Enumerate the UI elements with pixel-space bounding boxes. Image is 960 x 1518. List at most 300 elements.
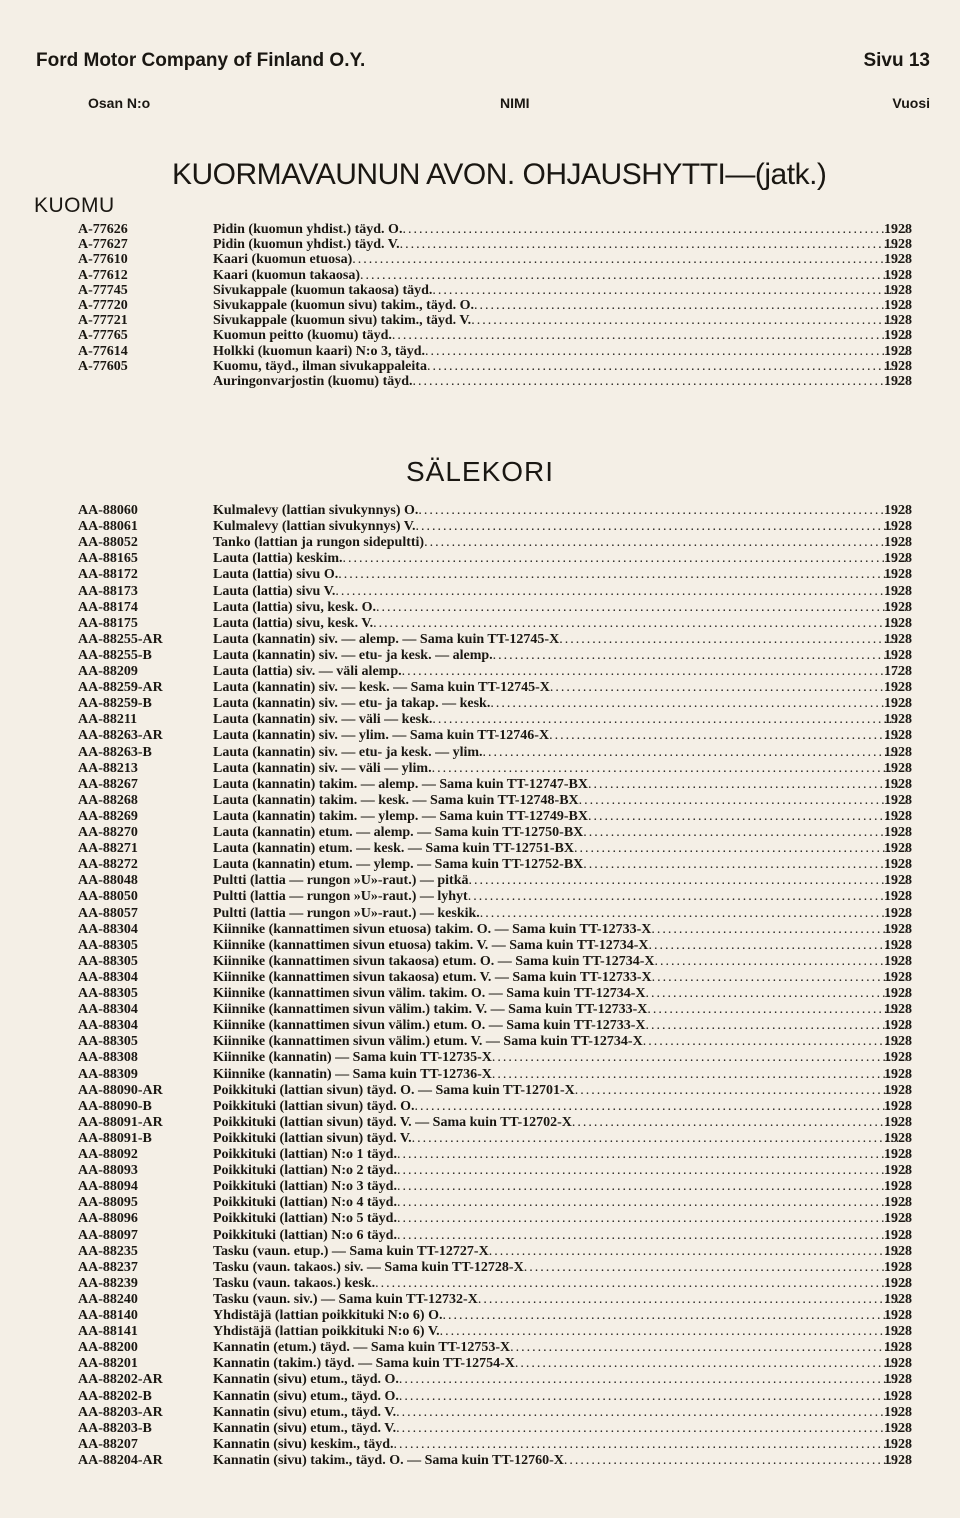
leader-dots	[343, 551, 907, 567]
list-item	[0, 328, 960, 344]
leader-dots	[468, 889, 906, 905]
description-cell	[213, 648, 906, 664]
leader-dots	[572, 1115, 906, 1131]
part-year: 1928	[884, 374, 912, 389]
part-year: 1928	[884, 222, 912, 237]
leader-dots	[583, 857, 906, 873]
page-title: KUORMAVAUNUN AVON. OHJAUSHYTTI—(jatk.)	[172, 158, 827, 191]
part-description: Lauta (lattia) sivu O.	[213, 567, 339, 583]
part-year: 1928	[884, 519, 912, 535]
part-year: 1928	[884, 1227, 912, 1243]
description-cell	[213, 1195, 906, 1211]
part-year: 1928	[884, 1356, 912, 1372]
part-description: Tasku (vaun. takaos.) siv. — Sama kuin TT-12728-X	[213, 1259, 524, 1275]
part-year: 1928	[884, 937, 912, 953]
list-item	[0, 1163, 960, 1179]
part-year: 1928	[884, 808, 912, 824]
part-description: Lauta (kannatin) siv. — väli — kesk.	[213, 712, 433, 728]
part-year: 1928	[884, 252, 912, 268]
part-year: 1928	[884, 282, 912, 298]
part-year: 1928	[884, 551, 912, 567]
part-number: A-77626	[78, 222, 128, 237]
leader-dots	[402, 664, 906, 680]
part-number: AA-88271	[78, 841, 138, 857]
part-description: Lauta (kannatin) siv. — ylim. — Sama kuin TT-12746-X	[213, 728, 550, 744]
part-year: 1928	[884, 615, 912, 631]
leader-dots	[399, 1389, 906, 1405]
part-year: 1928	[884, 631, 912, 647]
list-item	[0, 1195, 960, 1211]
leader-dots	[440, 1324, 906, 1340]
leader-dots	[647, 1002, 906, 1018]
description-cell	[213, 1083, 906, 1099]
leader-dots	[474, 298, 906, 314]
part-number: AA-88052	[78, 535, 138, 551]
part-description: Lauta (kannatin) siv. — etu- ja kesk. — ylim.	[213, 744, 483, 760]
part-year: 1928	[884, 696, 912, 712]
description-cell	[213, 344, 906, 360]
list-item	[0, 344, 960, 360]
part-year: 1928	[884, 889, 912, 905]
part-number: AA-88175	[78, 615, 138, 631]
part-year: 1928	[884, 503, 912, 518]
part-number: AA-88097	[78, 1227, 138, 1243]
description-cell	[213, 745, 906, 761]
part-number: AA-88267	[78, 776, 138, 792]
part-number: A-77612	[78, 267, 128, 283]
part-number: A-77605	[78, 358, 128, 374]
list-item	[0, 1228, 960, 1244]
part-year: 1928	[884, 1259, 912, 1275]
part-year: 1928	[884, 1308, 912, 1323]
description-cell	[213, 825, 906, 841]
part-number: AA-88209	[78, 664, 138, 679]
leader-dots	[397, 1195, 906, 1211]
leader-dots	[480, 906, 906, 922]
description-cell	[213, 1276, 906, 1292]
part-year: 1928	[884, 1324, 912, 1340]
part-description: Lauta (kannatin) siv. — etu- ja takap. — kesk.	[213, 696, 491, 712]
part-year: 1928	[884, 298, 912, 313]
part-description: Kulmalevy (lattian sivukynnys) O.	[213, 503, 419, 518]
list-item	[0, 222, 960, 238]
description-cell	[213, 793, 906, 809]
description-cell	[213, 1115, 906, 1131]
leader-dots	[583, 825, 906, 841]
leader-dots	[338, 567, 906, 583]
list-item	[0, 1002, 960, 1018]
leader-dots	[492, 1067, 906, 1083]
part-number: A-77627	[78, 237, 128, 253]
list-item	[0, 1018, 960, 1034]
description-cell	[213, 1034, 906, 1050]
part-year: 1928	[884, 744, 912, 760]
description-cell	[213, 1372, 906, 1388]
list-item	[0, 1405, 960, 1421]
list-item	[0, 1067, 960, 1083]
list-item	[0, 1372, 960, 1388]
list-item	[0, 313, 960, 329]
list-item	[0, 268, 960, 284]
part-number: AA-88308	[78, 1050, 138, 1066]
part-description: Kiinnike (kannattimen sivun välim.) etum. O. — Sama kuin TT-12733-X	[213, 1018, 646, 1034]
part-number: AA-88090-AR	[78, 1082, 163, 1098]
list-item	[0, 252, 960, 268]
leader-dots	[402, 222, 906, 238]
part-year: 1928	[884, 1340, 912, 1356]
part-description: Lauta (lattia) sivu V.	[213, 583, 336, 599]
leader-dots	[413, 374, 906, 390]
leader-dots	[564, 1453, 906, 1469]
list-item	[0, 1389, 960, 1405]
part-year: 1928	[884, 1195, 912, 1211]
leader-dots	[397, 1163, 906, 1179]
part-description: Tasku (vaun. takaos.) kesk.	[213, 1275, 376, 1291]
part-year: 1928	[884, 1436, 912, 1452]
list-item	[0, 519, 960, 535]
leader-dots	[397, 1211, 906, 1227]
part-year: 1928	[884, 328, 912, 344]
part-description: Lauta (kannatin) siv. — kesk. — Sama kuin TT-12745-X	[213, 680, 550, 696]
list-item	[0, 237, 960, 253]
part-description: Kiinnike (kannatin) — Sama kuin TT-12736-X	[213, 1066, 492, 1082]
description-cell	[213, 1437, 906, 1453]
description-cell	[213, 1228, 906, 1244]
description-cell	[213, 1179, 906, 1195]
part-year: 1928	[884, 1388, 912, 1404]
part-number: AA-88091-B	[78, 1130, 152, 1146]
description-cell	[213, 1260, 906, 1276]
part-number: AA-88305	[78, 953, 138, 969]
description-cell	[213, 551, 906, 567]
leader-dots	[490, 696, 906, 712]
leader-dots	[478, 1292, 906, 1308]
list-item	[0, 1421, 960, 1437]
list-item	[0, 1340, 960, 1356]
part-number: AA-88213	[78, 760, 138, 776]
description-cell	[213, 922, 906, 938]
list-item	[0, 1211, 960, 1227]
description-cell	[213, 696, 906, 712]
description-cell	[213, 712, 906, 728]
part-description: Sivukappale (kuomun sivu) takim., täyd. O.	[213, 298, 475, 313]
leader-dots	[652, 970, 906, 986]
part-number: AA-88057	[78, 905, 138, 921]
part-year: 1928	[884, 237, 912, 253]
list-item	[0, 1115, 960, 1131]
description-cell	[213, 519, 906, 535]
part-number: AA-88255-AR	[78, 631, 163, 647]
leader-dots	[432, 712, 906, 728]
part-year: 1928	[884, 760, 912, 776]
part-number: AA-88200	[78, 1340, 138, 1356]
part-description: Kiinnike (kannattimen sivun takaosa) etum. V. — Sama kuin TT-12733-X	[213, 969, 652, 985]
leader-dots	[646, 986, 906, 1002]
description-cell	[213, 535, 906, 551]
description-cell	[213, 503, 906, 519]
list-item	[0, 359, 960, 375]
part-number: AA-88204-AR	[78, 1452, 163, 1468]
part-number: AA-88094	[78, 1179, 138, 1195]
description-cell	[213, 873, 906, 889]
part-number: AA-88201	[78, 1356, 138, 1372]
part-number: AA-88202-B	[78, 1388, 152, 1404]
list-item	[0, 1083, 960, 1099]
part-description: Kannatin (sivu) etum., täyd. V.	[213, 1404, 397, 1420]
leader-dots	[424, 535, 906, 551]
col-part-no: Osan N:o	[88, 95, 151, 111]
list-item	[0, 825, 960, 841]
part-description: Pultti (lattia — rungon »U»-raut.) — keskik.	[213, 905, 480, 921]
list-item	[0, 777, 960, 793]
list-item	[0, 1244, 960, 1260]
description-cell	[213, 1308, 906, 1324]
part-number: AA-88272	[78, 857, 138, 873]
leader-dots	[649, 938, 906, 954]
description-cell	[213, 567, 906, 583]
leader-dots	[425, 344, 906, 360]
part-description: Poikkituki (lattian) N:o 3 täyd.	[213, 1179, 397, 1195]
part-number: AA-88091-AR	[78, 1114, 163, 1130]
list-item	[0, 1324, 960, 1340]
list-item	[0, 680, 960, 696]
column-headers	[88, 95, 930, 115]
part-year: 1928	[884, 1179, 912, 1195]
part-number: AA-88309	[78, 1066, 138, 1082]
part-year: 1928	[884, 841, 912, 857]
part-description: Kiinnike (kannattimen sivun välim.) etum. V. — Sama kuin TT-12734-X	[213, 1034, 643, 1050]
part-year: 1928	[884, 792, 912, 808]
part-year: 1928	[884, 1211, 912, 1227]
part-description: Lauta (kannatin) etum. — kesk. — Sama kuin TT-12751-BX	[213, 841, 574, 857]
part-description: Kannatin (etum.) täyd. — Sama kuin TT-12753-X	[213, 1340, 511, 1356]
part-description: Lauta (lattia) keskim.	[213, 551, 343, 567]
part-number: AA-88203-B	[78, 1420, 152, 1436]
part-description: Poikkituki (lattian sivun) täyd. O.	[213, 1098, 415, 1114]
part-description: Lauta (kannatin) takim. — kesk. — Sama kuin TT-12748-BX	[213, 792, 579, 808]
list-item	[0, 664, 960, 680]
part-description: Poikkituki (lattian) N:o 6 täyd.	[213, 1227, 397, 1243]
part-description: Kiinnike (kannattimen sivun välim. takim. O. — Sama kuin TT-12734-X	[213, 986, 646, 1001]
part-year: 1928	[884, 1372, 912, 1388]
part-number: AA-88203-AR	[78, 1404, 163, 1420]
part-number: AA-88305	[78, 937, 138, 953]
part-description: Poikkituki (lattian) N:o 5 täyd.	[213, 1211, 397, 1227]
part-number: AA-88305	[78, 986, 138, 1001]
list-item	[0, 632, 960, 648]
leader-dots	[492, 1050, 906, 1066]
part-year: 1928	[884, 1082, 912, 1098]
part-description: Pultti (lattia — rungon »U»-raut.) — lyhyt	[213, 889, 468, 905]
description-cell	[213, 283, 906, 299]
part-description: Lauta (kannatin) siv. — etu- ja kesk. — alemp.	[213, 647, 493, 663]
part-number: AA-88304	[78, 1002, 138, 1018]
leader-dots	[574, 841, 906, 857]
list-item	[0, 567, 960, 583]
description-cell	[213, 1356, 906, 1372]
description-cell	[213, 1002, 906, 1018]
list-item	[0, 503, 960, 519]
part-year: 1928	[884, 1243, 912, 1259]
part-description: Kiinnike (kannattimen sivun etuosa) takim. O. — Sama kuin TT-12733-X	[213, 921, 652, 937]
leader-dots	[654, 954, 906, 970]
description-cell	[213, 1099, 906, 1115]
description-cell	[213, 1292, 906, 1308]
part-year: 1928	[884, 1002, 912, 1018]
part-year: 1928	[884, 680, 912, 696]
part-description: Kiinnike (kannattimen sivun etuosa) takim. V. — Sama kuin TT-12734-X	[213, 937, 649, 953]
part-number: AA-88140	[78, 1308, 138, 1323]
part-description: Lauta (kannatin) siv. — alemp. — Sama kuin TT-12745-X	[213, 631, 560, 647]
part-year: 1728	[884, 664, 912, 679]
leader-dots	[493, 648, 906, 664]
part-number: AA-88093	[78, 1163, 138, 1179]
part-year: 1928	[884, 712, 912, 728]
part-description: Kiinnike (kannattimen sivun takaosa) etum. O. — Sama kuin TT-12734-X	[213, 953, 655, 969]
list-item	[0, 809, 960, 825]
leader-dots	[427, 359, 906, 375]
part-number: AA-88060	[78, 503, 138, 518]
list-item	[0, 889, 960, 905]
part-description: Tasku (vaun. siv.) — Sama kuin TT-12732-X	[213, 1291, 478, 1307]
part-year: 1928	[884, 776, 912, 792]
part-year: 1928	[884, 953, 912, 969]
list-item	[0, 1356, 960, 1372]
part-number: AA-88096	[78, 1211, 138, 1227]
description-cell	[213, 1324, 906, 1340]
part-description: Kiinnike (kannatin) — Sama kuin TT-12735-X	[213, 1050, 492, 1066]
description-cell	[213, 1163, 906, 1179]
part-number: AA-88269	[78, 808, 138, 824]
part-description: Lauta (kannatin) takim. — alemp. — Sama kuin TT-12747-BX	[213, 776, 588, 792]
list-item	[0, 1034, 960, 1050]
list-item	[0, 1099, 960, 1115]
part-description: Lauta (lattia) siv. — väli alemp.	[213, 664, 402, 679]
list-item	[0, 535, 960, 551]
part-number: AA-88207	[78, 1436, 138, 1452]
leader-dots	[646, 1018, 906, 1034]
leader-dots	[373, 616, 906, 632]
part-description: Kuomu, täyd., ilman sivukappaleita	[213, 358, 427, 374]
part-year: 1928	[884, 825, 912, 840]
leader-dots	[376, 600, 906, 616]
part-number: AA-88211	[78, 712, 138, 728]
leader-dots	[643, 1034, 906, 1050]
part-description: Kaari (kuomun takaosa)	[213, 267, 361, 283]
list-item	[0, 1260, 960, 1276]
list-item	[0, 1050, 960, 1066]
part-description: Pultti (lattia — rungon »U»-raut.) — pitkä	[213, 873, 469, 889]
part-description: Lauta (kannatin) siv. — väli — ylim.	[213, 760, 432, 776]
part-year: 1928	[884, 1034, 912, 1050]
part-description: Holkki (kuomun kaari) N:o 3, täyd.	[213, 343, 425, 359]
list-item	[0, 1308, 960, 1324]
description-cell	[213, 841, 906, 857]
list-item	[0, 857, 960, 873]
part-number: AA-88202-AR	[78, 1372, 163, 1388]
leader-dots	[442, 1308, 906, 1324]
list-item	[0, 1453, 960, 1469]
description-cell	[213, 252, 906, 268]
leader-dots	[471, 313, 906, 329]
part-description: Kannatin (sivu) takim., täyd. O. — Sama kuin TT-12760-X	[213, 1452, 564, 1468]
part-description: Yhdistäjä (lattian poikkituki N:o 6) O.	[213, 1308, 443, 1323]
leader-dots	[399, 1372, 906, 1388]
description-cell	[213, 1453, 906, 1469]
part-year: 1928	[884, 343, 912, 359]
part-number: AA-88268	[78, 792, 138, 808]
part-number: AA-88165	[78, 551, 138, 567]
leader-dots	[397, 1179, 906, 1195]
leader-dots	[515, 1356, 906, 1372]
part-description: Poikkituki (lattian) N:o 1 täyd.	[213, 1147, 397, 1162]
description-cell	[213, 1340, 906, 1356]
part-description: Poikkituki (lattian sivun) täyd. O. — Sama kuin TT-12701-X	[213, 1082, 575, 1098]
part-description: Poikkituki (lattian) N:o 2 täyd.	[213, 1163, 397, 1179]
part-number: AA-88237	[78, 1259, 138, 1275]
description-cell	[213, 328, 906, 344]
part-description: Kiinnike (kannattimen sivun välim.) takim. V. — Sama kuin TT-12733-X	[213, 1002, 648, 1018]
part-year: 1928	[884, 921, 912, 937]
part-number: AA-88174	[78, 599, 138, 615]
part-year: 1928	[884, 599, 912, 615]
section-title: SÄLEKORI	[406, 456, 555, 487]
part-year: 1928	[884, 1114, 912, 1130]
list-item	[0, 922, 960, 938]
part-description: Kannatin (takim.) täyd. — Sama kuin TT-12754-X	[213, 1356, 515, 1372]
description-cell	[213, 359, 906, 375]
leader-dots	[335, 584, 906, 600]
list-item	[0, 1147, 960, 1163]
part-year: 1928	[884, 647, 912, 663]
list-item	[0, 1131, 960, 1147]
list-item	[0, 954, 960, 970]
description-cell	[213, 809, 906, 825]
part-number: AA-88240	[78, 1291, 138, 1307]
part-number: AA-88141	[78, 1324, 138, 1340]
leader-dots	[392, 328, 906, 344]
part-year: 1928	[884, 905, 912, 921]
list-item	[0, 551, 960, 567]
part-description: Auringonvarjostin (kuomu) täyd.	[213, 374, 413, 389]
description-cell	[213, 664, 906, 680]
description-cell	[213, 857, 906, 873]
description-cell	[213, 313, 906, 329]
list-item	[0, 986, 960, 1002]
list-item	[0, 616, 960, 632]
part-description: Poikkituki (lattian sivun) täyd. V. — Sama kuin TT-12702-X	[213, 1114, 572, 1130]
list-item	[0, 793, 960, 809]
description-cell	[213, 268, 906, 284]
part-year: 1928	[884, 1291, 912, 1307]
group-label: KUOMU	[34, 194, 115, 217]
list-item	[0, 841, 960, 857]
description-cell	[213, 728, 906, 744]
page-number: Sivu 13	[863, 50, 930, 71]
part-year: 1928	[884, 567, 912, 583]
description-cell	[213, 1131, 906, 1147]
list-item	[0, 1276, 960, 1292]
description-cell	[213, 970, 906, 986]
part-description: Lauta (kannatin) takim. — ylemp. — Sama kuin TT-12749-BX	[213, 808, 588, 824]
part-description: Lauta (kannatin) etum. — alemp. — Sama kuin TT-12750-BX	[213, 825, 584, 840]
leader-dots	[651, 922, 906, 938]
description-cell	[213, 1211, 906, 1227]
list-item	[0, 906, 960, 922]
description-cell	[213, 680, 906, 696]
part-number: A-77765	[78, 328, 128, 344]
part-number: AA-88259-B	[78, 696, 152, 712]
